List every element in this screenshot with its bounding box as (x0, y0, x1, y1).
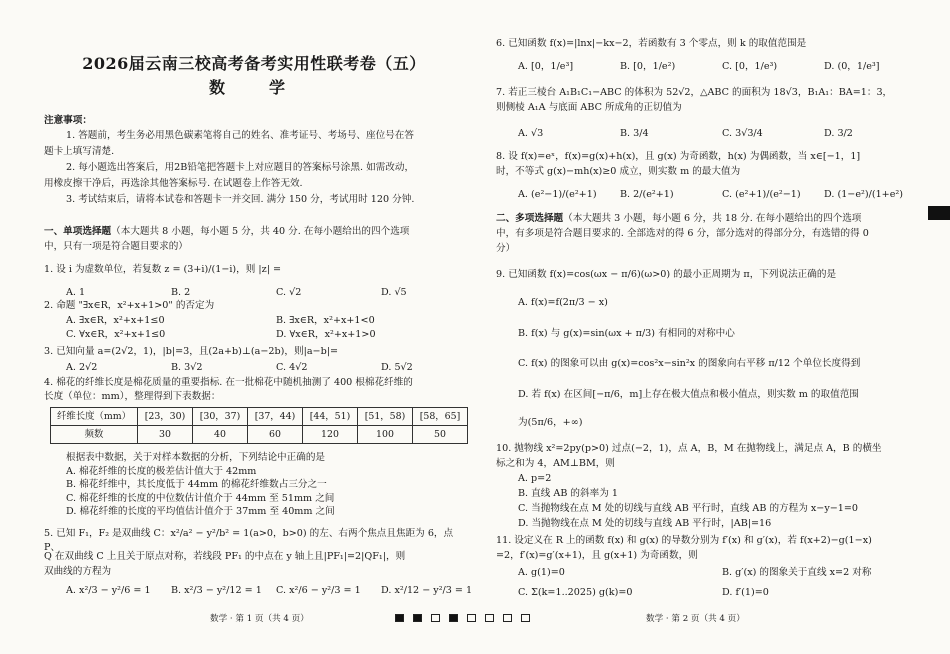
table-cell: [58，65] (413, 408, 468, 426)
option: B. 棉花纤维中，其长度低于 44mm 的棉花纤维数占三分之一 (66, 479, 327, 490)
q3-options (44, 361, 486, 375)
option: A. p=2 (518, 473, 552, 484)
option: B. ∃x∈R，x²+x+1<0 (276, 315, 375, 326)
option: B. 3√2 (171, 362, 203, 373)
q4-question: 根据表中数据，关于对样本数据的分析，下列结论中正确的是 (66, 452, 326, 463)
option: B. f(x) 与 g(x)=sin(ωx + π/3) 有相同的对称中心 (518, 328, 735, 339)
marker-square (467, 614, 476, 622)
q7-stem: 7. 若正三棱台 A₁B₁C₁−ABC 的体积为 52√2，△ABC 的面积为 18√3，B₁A₁：BA=1：3， (496, 87, 893, 98)
q2-options (44, 314, 486, 342)
option: D. ∀x∈R，x²+x+1>0 (276, 328, 376, 340)
q11-options (496, 566, 926, 600)
option: A. (e²−1)/(e²+1) (518, 189, 597, 200)
q3-stem: 3. 已知向量 a=(2√2，1)，|b|=3，且(2a+b)⊥(a−2b)，则|a−b|= (44, 346, 339, 357)
table-cell: [37，44) (248, 408, 303, 426)
option: C. 当抛物线在点 M 处的切线与直线 AB 平行时，直线 AB 的方程为 x−y−1=0 (518, 503, 859, 514)
option: A. 1 (66, 287, 86, 298)
option: A. x²/3 − y²/6 = 1 (66, 585, 151, 596)
option: D. 棉花纤维的长度的平均值估计值介于 37mm 至 40mm 之间 (66, 506, 335, 517)
option: C. 棉花纤维的长度的中位数估计值介于 44mm 至 51mm 之间 (66, 493, 335, 504)
notice-line: 2. 每小题选出答案后，用2B铅笔把答题卡上对应题目的答案标号涂黑. 如需改动， (66, 162, 415, 173)
notice-line: 3. 考试结束后，请将本试卷和答题卡一并交回. 满分 150 分，考试用时 120 分钟. (66, 194, 415, 205)
option: D. x²/12 − y²/3 = 1 (381, 585, 473, 596)
page-footer-right: 数学 · 第 2 页（共 4 页） (646, 614, 745, 624)
table-header-cell: 频数 (51, 426, 138, 444)
marker-square (485, 614, 494, 622)
q10-stem: 10. 抛物线 x²=2py(p>0) 过点(−2，1)，点 A，B，M 在抛物线上，满足点 A，B 的横坐 (496, 443, 882, 454)
option: A. 2√2 (66, 362, 98, 373)
option: D. 5√2 (381, 362, 413, 373)
option: C. x²/6 − y²/3 = 1 (276, 585, 361, 596)
option: B. x²/3 − y²/12 = 1 (171, 585, 262, 596)
binding-mark (928, 206, 950, 220)
option: B. 2 (171, 287, 191, 298)
option: A. [0，1/e³] (518, 61, 574, 72)
option: D. f′(1)=0 (722, 586, 769, 598)
option: C. 4√2 (276, 362, 308, 373)
q8-stem: 时，不等式 g(x)−mh(x)≥0 成立，则实数 m 的最大值为 (496, 166, 741, 177)
table-cell: 50 (413, 426, 468, 444)
option: B. 2/(e²+1) (620, 189, 674, 200)
option-continuation: 为(5π/6，+∞) (518, 417, 583, 428)
q5-stem: 双曲线的方程为 (44, 566, 112, 577)
marker-square (395, 614, 404, 622)
table-cell: [23，30) (138, 408, 193, 426)
option: C. [0，1/e³) (722, 61, 778, 72)
q11-stem: 11. 设定义在 R 上的函数 f(x) 和 g(x) 的导数分别为 f′(x) 和 g′(x)，若 f(x+2)−g(1−x) (496, 535, 872, 546)
q1-options (44, 286, 486, 300)
option: B. g′(x) 的图象关于直线 x=2 对称 (722, 567, 872, 578)
option: C. ∀x∈R，x²+x+1≤0 (66, 328, 166, 340)
table-cell: 30 (138, 426, 193, 444)
q8-options (496, 188, 926, 202)
q5-options (44, 584, 486, 598)
q6-options (496, 60, 926, 74)
table-row (51, 408, 468, 426)
table-cell: 60 (248, 426, 303, 444)
q4-stem: 长度（单位：mm），整理得到下表数据： (44, 391, 221, 402)
notice-heading: 注意事项： (44, 115, 92, 126)
table-cell: 120 (303, 426, 358, 444)
marker-square (449, 614, 458, 622)
left-page (44, 0, 473, 654)
table-cell: 40 (193, 426, 248, 444)
notice-line: 1. 答题前，考生务必用黑色碳素笔将自己的姓名、准考证号、考场号、座位号在答 (66, 130, 414, 141)
marker-square (431, 614, 440, 622)
option: B. [0，1/e²) (620, 61, 676, 72)
option: B. 直线 AB 的斜率为 1 (518, 488, 618, 499)
option: C. f(x) 的图象可以由 g(x)=cos²x−sin²x 的图象向右平移 π/12 个单位长度得到 (518, 358, 861, 369)
table-cell: [51，58) (358, 408, 413, 426)
table-header-cell: 纤维长度（mm） (51, 408, 138, 426)
option: D. (1−e²)/(1+e²) (824, 189, 903, 200)
option: A. f(x)=f(2π/3 − x) (518, 297, 608, 308)
section2-desc: 分） (496, 243, 516, 254)
q1-stem: 1. 设 i 为虚数单位，若复数 z = (3+i)/(1−i)，则 |z| = (44, 264, 282, 275)
section2-desc: 中，有多项是符合题目要求的. 全部选对的得 6 分，部分选对的得部分分，有选错的得 0 (496, 228, 869, 239)
table-row (51, 426, 468, 444)
fiber-length-table (50, 407, 470, 444)
q5-stem: Q 在双曲线 C 上且关于原点对称，若线段 PF₁ 的中点在 y 轴上且|PF₁|=2|QF₁|，则 (44, 551, 406, 562)
option: D. (0，1/e³] (824, 61, 880, 72)
option: C. (e²+1)/(e²−1) (722, 189, 801, 200)
option: A. 棉花纤维的长度的极差估计值大于 42mm (66, 466, 257, 477)
option: A. √3 (518, 128, 544, 139)
q8-stem: 8. 设 f(x)=eˣ，f(x)=g(x)+h(x)，且 g(x) 为奇函数，h(x) 为偶函数，当 x∈[−1，1] (496, 151, 861, 162)
section1-desc: 一、单项选择题（本大题共 8 小题，每小题 5 分，共 40 分. 在每小题给出的四个选项 (44, 226, 410, 237)
option: C. 3√3/4 (722, 128, 763, 139)
option: D. √5 (381, 287, 407, 298)
marker-square (413, 614, 422, 622)
q6-stem: 6. 已知函数 f(x)=|lnx|−kx−2，若函数有 3 个零点，则 k 的取值范围是 (496, 38, 807, 49)
option: B. 3/4 (620, 128, 649, 139)
q2-stem: 2. 命题 "∃x∈R，x²+x+1>0" 的否定为 (44, 300, 215, 311)
option: A. g(1)=0 (518, 567, 565, 578)
q10-stem: 标之和为 4，AM⊥BM，则 (496, 458, 615, 469)
q9-stem: 9. 已知函数 f(x)=cos(ωx − π/6)(ω>0) 的最小正周期为 π，下列说法正确的是 (496, 269, 837, 280)
section1-desc: 中，只有一项是符合题目要求的） (44, 241, 188, 252)
q7-stem: 则侧棱 A₁A 与底面 ABC 所成角的正切值为 (496, 102, 682, 113)
exam-subject: 数 学 (208, 78, 299, 97)
page-footer-left: 数学 · 第 1 页（共 4 页） (210, 614, 309, 624)
option: C. √2 (276, 287, 302, 298)
option: D. 当抛物线在点 M 处的切线与直线 AB 平行时，|AB|=16 (518, 518, 772, 529)
table-cell: [44，51) (303, 408, 358, 426)
option: C. Σ(k=1..2025) g(k)=0 (518, 586, 633, 598)
exam-title: 2026届云南三校高考备考实用性联考卷（五） (82, 54, 426, 73)
notice-line: 题卡上填写清楚. (44, 146, 115, 157)
right-page (496, 0, 904, 654)
option: D. 3/2 (824, 128, 853, 139)
q7-options (496, 127, 926, 141)
q5-stem: 5. 已知 F₁，F₂ 是双曲线 C：x²/a² − y²/b² = 1(a>0，b>0) 的左、右两个焦点且焦距为 6，点 P、 (44, 528, 454, 553)
notice-line: 用橡皮擦干净后，再选涂其他答案标号. 在试题卷上作答无效. (44, 178, 303, 189)
option: A. ∃x∈R，x²+x+1≤0 (66, 315, 165, 326)
table-cell: [30，37) (193, 408, 248, 426)
q4-stem: 4. 棉花的纤维长度是棉花质量的重要指标. 在一批棉花中随机抽测了 400 根棉花纤维的 (44, 377, 413, 388)
section2-desc: 二、多项选择题（本大题共 3 小题，每小题 6 分，共 18 分. 在每小题给出的四个选项 (496, 213, 862, 224)
q11-stem: =2，f′(x)=g′(x+1)，且 g(x+1) 为奇函数，则 (496, 550, 698, 561)
table-cell: 100 (358, 426, 413, 444)
option: D. 若 f(x) 在区间[−π/6，m]上存在极大值点和极小值点，则实数 m 的取值范围 (518, 389, 859, 400)
